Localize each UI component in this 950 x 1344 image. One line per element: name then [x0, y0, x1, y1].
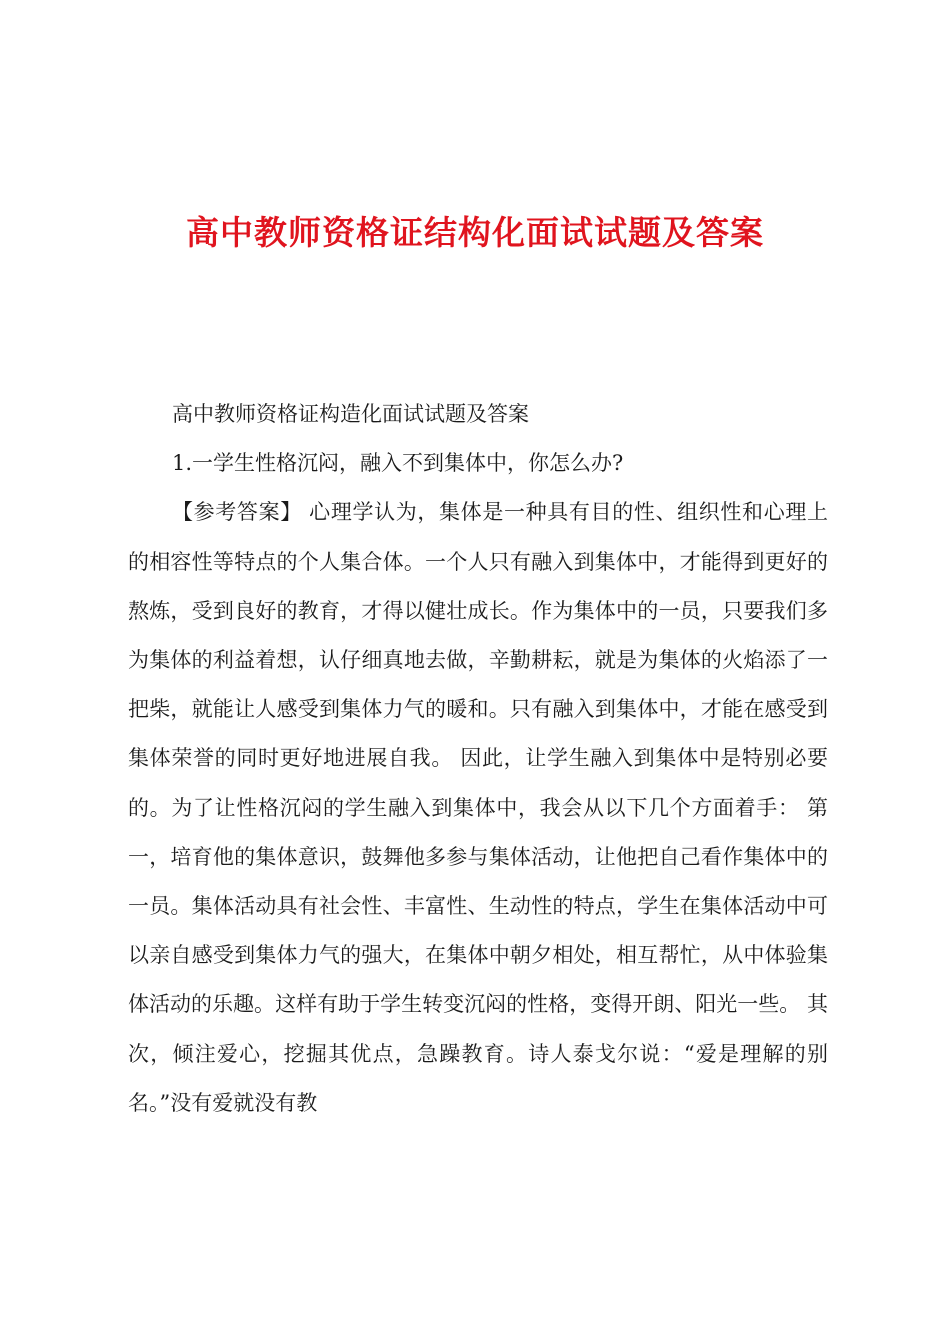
document-body — [128, 390, 828, 1128]
question-paragraph: 1.一学生性格沉闷，融入不到集体中，你怎么办? — [172, 451, 624, 476]
answer-paragraph: 【参考答案】 心理学认为，集体是一种具有目的性、组织性和心理上的相容性等特点的个人集合体。一个人只有融入到集体中，才能得到更好的熬炼，受到良好的教育，才得以健壮成长。作为集体中的一员，只要我们多为集体的利益着想，认仔细真地去做，辛勤耕耘，就是为集体的火焰添了一把柴，就能让人感受到集体力气的暖和。只有融入到集体中，才能在感受到集体荣誉的同时更好地进展自我。 因此，让学生融入到集体中是特别必要的。为了让性格沉闷的学生融入到集体中，我会从以下几个方面着手： 第一，培育他的集体意识，鼓舞他多参与集体活动，让他把自己看作集体中的一员。集体活动具有社会性、丰富性、生动性的特点，学生在集体活动中可以亲自感受到集体力气的强大，在集体中朝夕相处，相互帮忙，从中体验集体活动的乐趣。这样有助于学生转变沉闷的性格，变得开朗、阳光一些。 其次，倾注爱心，挖掘其优点，急躁教育。诗人泰戈尔说：“爱是理解的别名。”没有爱就没有教 — [128, 500, 828, 1115]
subtitle-paragraph: 高中教师资格证构造化面试试题及答案 — [172, 402, 529, 426]
document-title: 高中教师资格证结构化面试试题及答案 — [186, 213, 764, 252]
